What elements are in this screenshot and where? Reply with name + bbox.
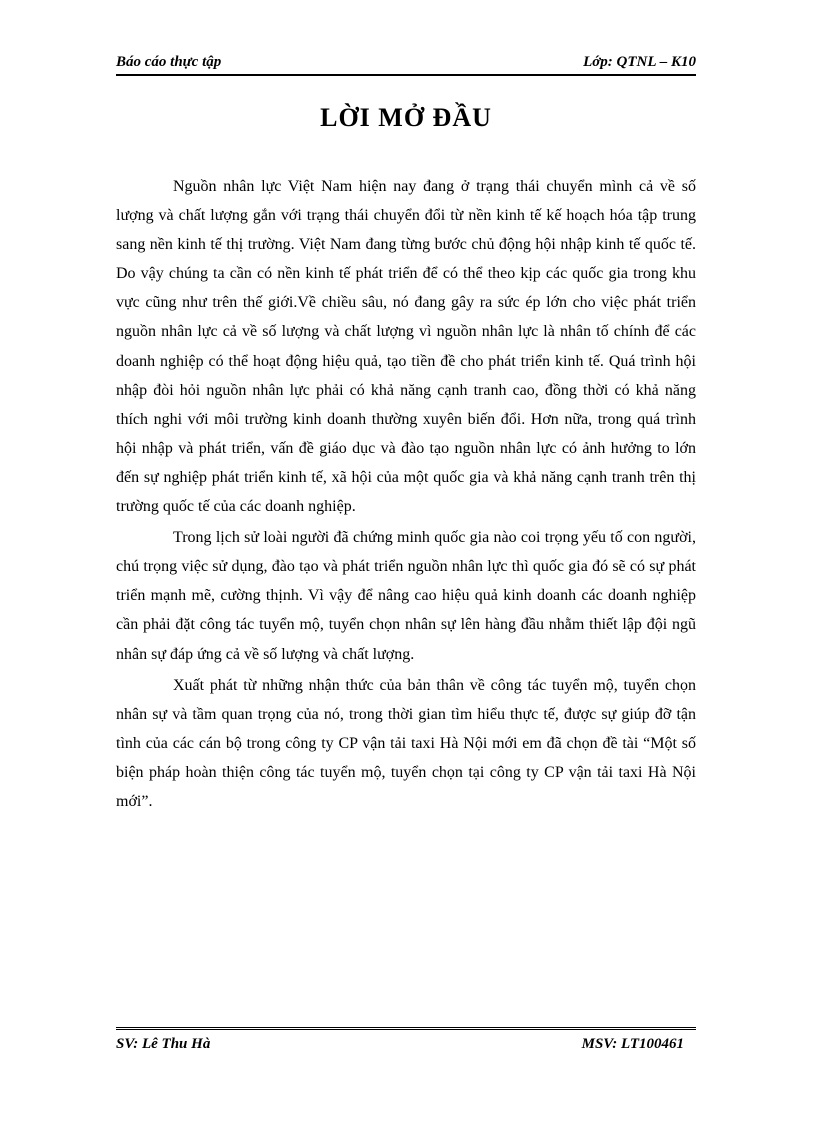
- page-footer: [116, 1027, 696, 1064]
- footer-student-name: SV: Lê Thu Hà: [116, 1036, 211, 1052]
- header-report-label: Báo cáo thực tập: [116, 54, 222, 70]
- paragraph-2: Trong lịch sử loài người đã chứng minh quốc gia nào coi trọng yếu tố con người, chú trọng việc sử dụng, đào tạo và phát triển nguồn nhân lực thì quốc gia đó sẽ có sự phát triển mạnh mẽ, cường thịnh. Vì vậy để nâng cao hiệu quả kinh doanh các doanh nghiệp cần phải đặt công tác tuyển mộ, tuyển chọn nhân sự lên hàng đầu nhằm thiết lập đội ngũ nhân sự đáp ứng cả về số lượng và chất lượng.: [116, 529, 696, 663]
- page-header: [116, 52, 696, 76]
- header-class-label: Lớp: QTNL – K10: [583, 54, 696, 70]
- footer-student-id: MSV: LT100461: [581, 1036, 684, 1052]
- page-title: LỜI MỞ ĐẦU: [320, 103, 492, 132]
- paragraph-1: Nguồn nhân lực Việt Nam hiện nay đang ở trạng thái chuyển mình cả về số lượng và chất lượng gắn với trạng thái chuyển đổi từ nền kinh tế kế hoạch hóa tập trung sang nền kinh tế thị trường. Việt Nam đang từng bước chủ động hội nhập kinh tế quốc tế. Do vậy chúng ta cần có nền kinh tế phát triển để có thể theo kịp các quốc gia trong khu vực cũng như trên thế giới.Về chiều sâu, nó đang gây ra sức ép lớn cho việc phát triển nguồn nhân lực cả về số lượng và chất lượng vì nguồn nhân lực là nhân tố chính để các doanh nghiệp có thể hoạt động hiệu quả, tạo tiền đề cho phát triển kinh tế. Quá trình hội nhập đòi hỏi nguồn nhân lực phải có khả năng cạnh tranh cao, đồng thời có khả năng thích nghi với môi trường kinh doanh thường xuyên biến đổi. Hơn nữa, trong quá trình hội nhập và phát triển, vấn đề giáo dục và đào tạo nguồn nhân lực có ảnh hưởng to lớn đến sự nghiệp phát triển kinh tế, xã hội của một quốc gia và khả năng cạnh tranh trên thị trường quốc tế của các doanh nghiệp.: [116, 178, 696, 516]
- document-body: [116, 172, 696, 818]
- paragraph-3: Xuất phát từ những nhận thức của bản thân về công tác tuyển mộ, tuyển chọn nhân sự và tầm quan trọng của nó, trong thời gian tìm hiểu thực tế, được sự giúp đỡ tận tình của các cán bộ trong công ty CP vận tải taxi Hà Nội mới em đã chọn đề tài “Một số biện pháp hoàn thiện công tác tuyển mộ, tuyển chọn tại công ty CP vận tải taxi Hà Nội mới”.: [116, 676, 696, 810]
